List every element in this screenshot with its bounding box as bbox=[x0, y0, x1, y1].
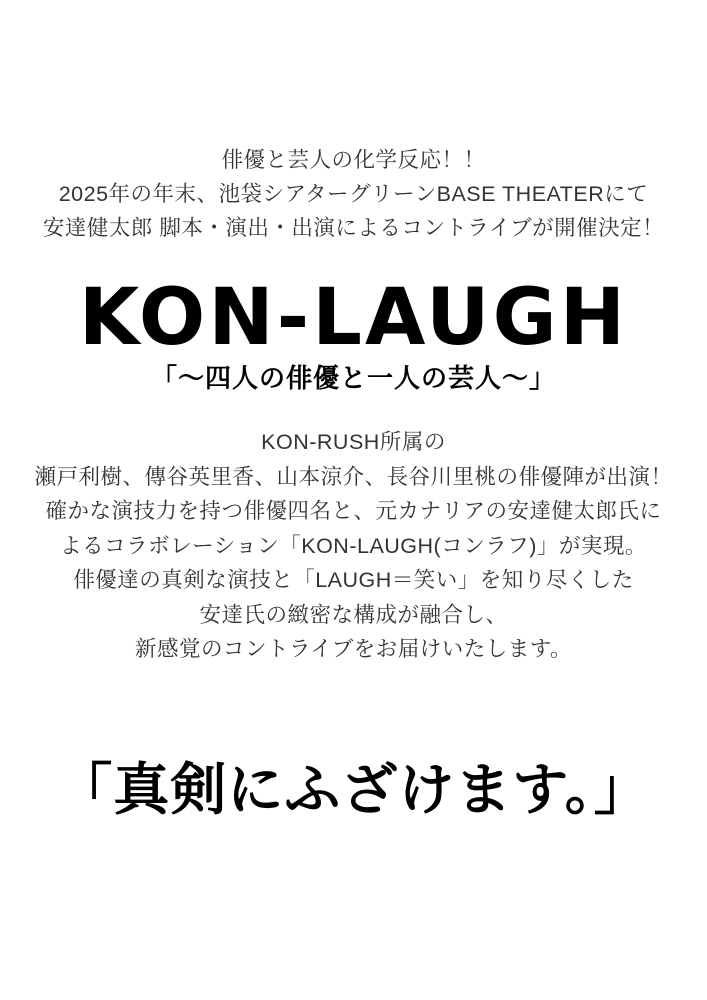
event-title: KON-LAUGH bbox=[78, 273, 629, 363]
intro-paragraph bbox=[0, 143, 707, 245]
description-line: 瀬戸利樹、傳谷英里香、山本涼介、長谷川里桃の俳優陣が出演！ bbox=[34, 464, 673, 489]
description-line: 安達氏の緻密な構成が融合し、 bbox=[199, 602, 508, 627]
description-line: KON-RUSH所属の bbox=[261, 430, 446, 454]
catchphrase: 「真剣にふざけます。」 bbox=[56, 758, 651, 821]
intro-line: 2025年の年末、池袋シアターグリーンBASE THEATERにて bbox=[58, 182, 649, 206]
description-line: 俳優達の真剣な演技と「LAUGH＝笑い」を知り尽くした bbox=[73, 568, 634, 592]
event-subtitle: 「〜四人の俳優と一人の芸人〜」 bbox=[150, 363, 556, 393]
description-line: 確かな演技力を持つ俳優四名と、元カナリアの安達健太郎氏に bbox=[45, 499, 662, 523]
description-paragraph bbox=[0, 425, 707, 667]
intro-line: 安達健太郎 脚本・演出・出演によるコントライブが開催決定！ bbox=[42, 216, 665, 240]
intro-line: 俳優と芸人の化学反応！！ bbox=[221, 148, 486, 172]
description-line: 新感覚のコントライブをお届けいたします。 bbox=[135, 637, 572, 661]
description-line: よるコラボレーション「KON-LAUGH(コンラフ)」が実現。 bbox=[60, 533, 647, 558]
